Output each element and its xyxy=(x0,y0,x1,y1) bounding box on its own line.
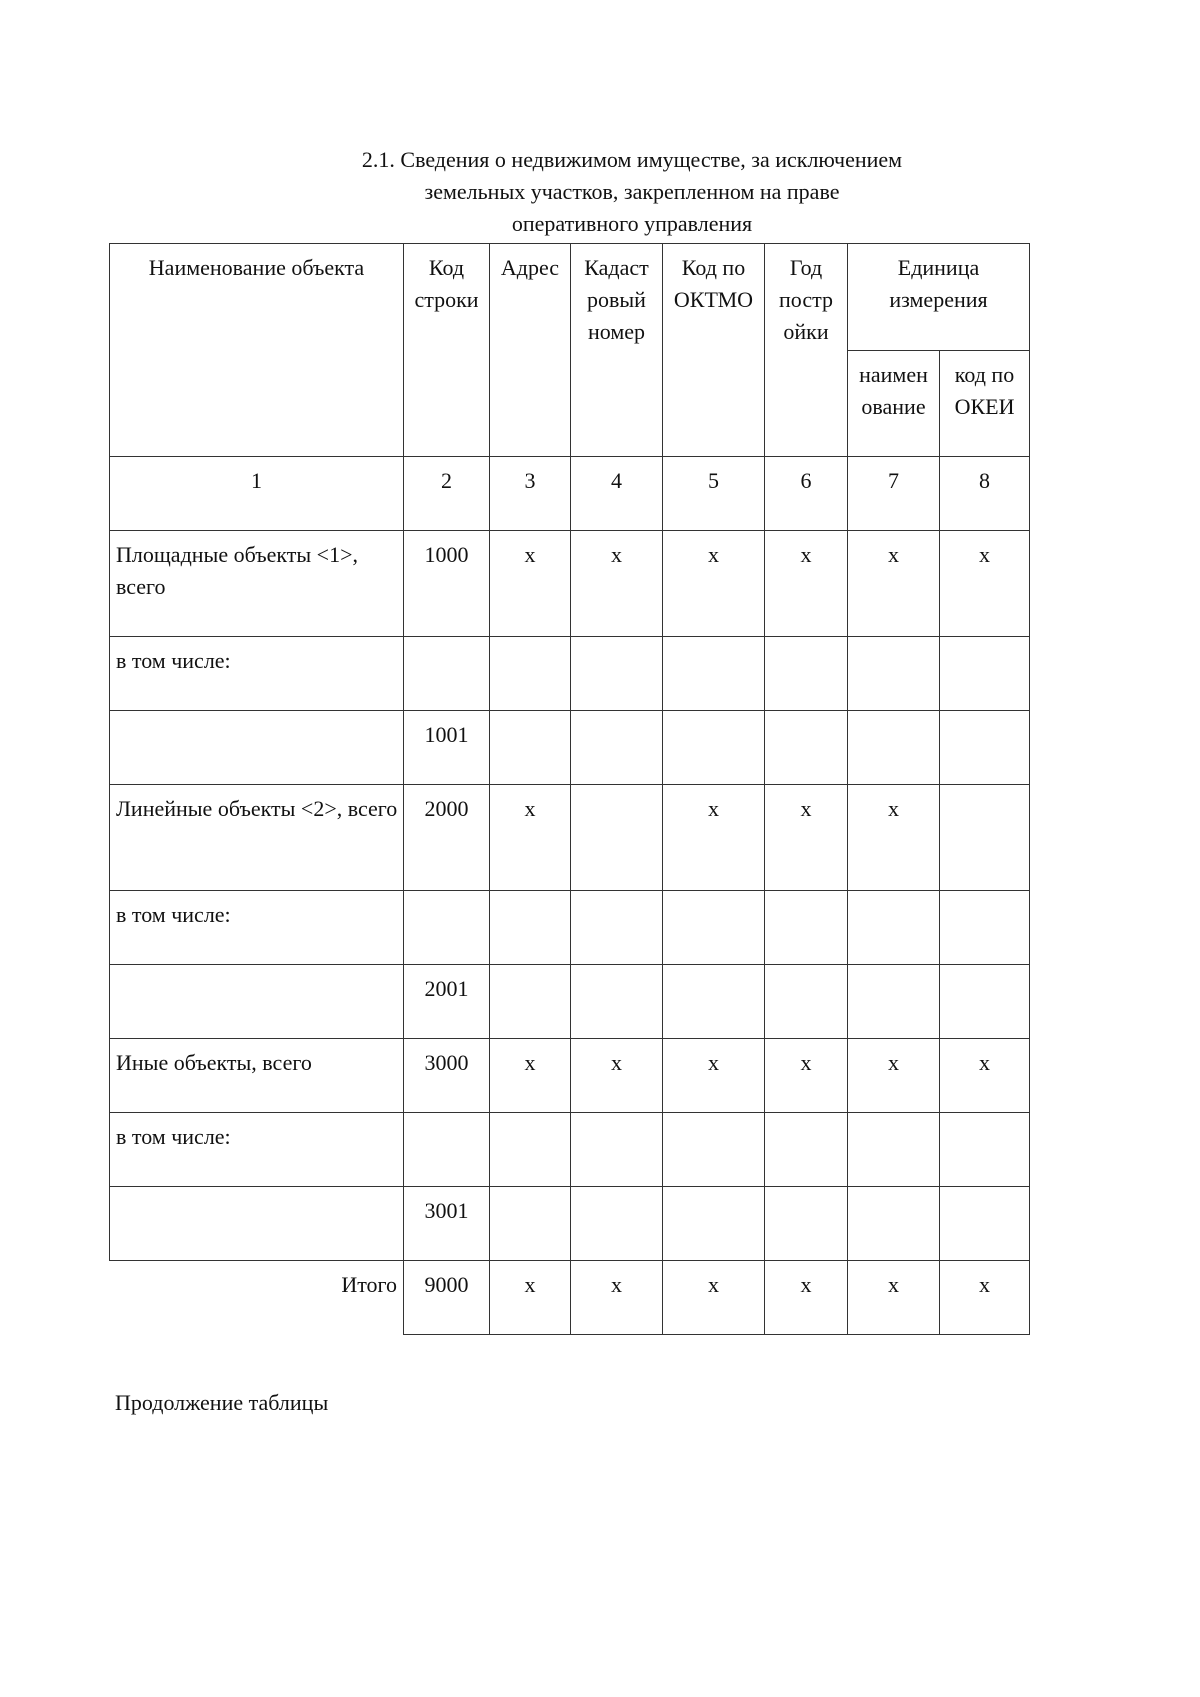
row-cell: x xyxy=(765,785,848,891)
row-cell xyxy=(663,1113,765,1187)
header-oktmo: Код по ОКТМО xyxy=(663,244,765,457)
column-number: 4 xyxy=(571,457,663,531)
row-cell: x xyxy=(571,531,663,637)
table-row xyxy=(110,1039,1030,1113)
row-cell xyxy=(765,637,848,711)
row-name xyxy=(110,1187,404,1261)
table-title xyxy=(300,144,964,240)
row-cell xyxy=(940,711,1030,785)
row-cell xyxy=(571,1187,663,1261)
row-cell xyxy=(571,785,663,891)
row-cell: x xyxy=(663,531,765,637)
row-cell xyxy=(940,891,1030,965)
total-row xyxy=(110,1261,1030,1335)
column-number: 3 xyxy=(490,457,571,531)
title-line-2: земельных участков, закрепленном на праве xyxy=(424,179,840,204)
table-row xyxy=(110,531,1030,637)
row-cell xyxy=(490,965,571,1039)
row-cell xyxy=(848,711,940,785)
row-cell xyxy=(571,711,663,785)
total-label: Итого xyxy=(110,1261,404,1335)
title-line-3: оперативного управления xyxy=(511,211,753,236)
row-cell xyxy=(940,637,1030,711)
header-name: Наименование объекта xyxy=(110,244,404,457)
total-cell: x xyxy=(571,1261,663,1335)
row-cell xyxy=(848,1187,940,1261)
row-cell xyxy=(663,637,765,711)
row-cell xyxy=(490,891,571,965)
title-line-1: 2.1. Сведения о недвижимом имуществе, за исключением xyxy=(361,147,903,172)
total-cell: x xyxy=(765,1261,848,1335)
column-number-row xyxy=(110,457,1030,531)
row-code xyxy=(404,891,490,965)
row-cell xyxy=(490,1187,571,1261)
row-code: 3001 xyxy=(404,1187,490,1261)
row-cell xyxy=(490,637,571,711)
row-name: Иные объекты, всего xyxy=(110,1039,404,1113)
row-cell xyxy=(765,891,848,965)
row-cell: x xyxy=(490,785,571,891)
table-row xyxy=(110,891,1030,965)
row-code xyxy=(404,637,490,711)
row-name xyxy=(110,965,404,1039)
row-code: 2001 xyxy=(404,965,490,1039)
table-row xyxy=(110,1187,1030,1261)
table-row xyxy=(110,965,1030,1039)
total-code: 9000 xyxy=(404,1261,490,1335)
total-cell: x xyxy=(663,1261,765,1335)
row-cell: x xyxy=(940,531,1030,637)
header-row-1 xyxy=(110,244,1030,351)
row-cell: x xyxy=(848,785,940,891)
row-name: в том числе: xyxy=(110,637,404,711)
column-number: 1 xyxy=(110,457,404,531)
row-name: в том числе: xyxy=(110,891,404,965)
row-cell xyxy=(765,1113,848,1187)
row-cell xyxy=(940,965,1030,1039)
header-unit-okei: код по ОКЕИ xyxy=(940,351,1030,457)
header-address: Адрес xyxy=(490,244,571,457)
header-unit: Единица измерения xyxy=(848,244,1030,351)
table-row xyxy=(110,637,1030,711)
row-cell: x xyxy=(663,785,765,891)
row-cell: x xyxy=(848,531,940,637)
property-table xyxy=(109,243,1030,1335)
header-cadastral: Кадаст ровый номер xyxy=(571,244,663,457)
column-number: 5 xyxy=(663,457,765,531)
row-cell: x xyxy=(765,531,848,637)
row-cell xyxy=(940,1113,1030,1187)
row-cell xyxy=(663,1187,765,1261)
header-code: Код строки xyxy=(404,244,490,457)
row-cell xyxy=(571,965,663,1039)
row-cell: x xyxy=(848,1039,940,1113)
row-name: в том числе: xyxy=(110,1113,404,1187)
column-number: 2 xyxy=(404,457,490,531)
row-code: 3000 xyxy=(404,1039,490,1113)
row-name: Линейные объекты <2>, всего xyxy=(110,785,404,891)
row-cell xyxy=(663,965,765,1039)
row-cell: x xyxy=(490,1039,571,1113)
total-cell: x xyxy=(848,1261,940,1335)
row-cell xyxy=(571,1113,663,1187)
table-row xyxy=(110,785,1030,891)
row-code xyxy=(404,1113,490,1187)
column-number: 8 xyxy=(940,457,1030,531)
row-cell: x xyxy=(765,1039,848,1113)
row-code: 1000 xyxy=(404,531,490,637)
row-cell: x xyxy=(490,531,571,637)
row-cell xyxy=(765,1187,848,1261)
row-name: Площадные объекты <1>, всего xyxy=(110,531,404,637)
header-year: Год постр ойки xyxy=(765,244,848,457)
row-code: 2000 xyxy=(404,785,490,891)
row-cell xyxy=(940,1187,1030,1261)
row-cell xyxy=(765,965,848,1039)
row-cell xyxy=(571,891,663,965)
continuation-label: Продолжение таблицы xyxy=(115,1390,329,1415)
row-cell xyxy=(663,711,765,785)
row-cell: x xyxy=(940,1039,1030,1113)
row-cell xyxy=(765,711,848,785)
row-cell xyxy=(940,785,1030,891)
total-cell: x xyxy=(940,1261,1030,1335)
row-cell xyxy=(663,891,765,965)
table-row xyxy=(110,711,1030,785)
row-cell xyxy=(490,1113,571,1187)
total-cell: x xyxy=(490,1261,571,1335)
row-cell: x xyxy=(663,1039,765,1113)
row-cell xyxy=(848,891,940,965)
row-cell: x xyxy=(571,1039,663,1113)
row-cell xyxy=(848,1113,940,1187)
header-unit-name: наимен ование xyxy=(848,351,940,457)
column-number: 7 xyxy=(848,457,940,531)
row-code: 1001 xyxy=(404,711,490,785)
row-cell xyxy=(571,637,663,711)
row-cell xyxy=(848,637,940,711)
row-cell xyxy=(848,965,940,1039)
row-name xyxy=(110,711,404,785)
column-number: 6 xyxy=(765,457,848,531)
table-row xyxy=(110,1113,1030,1187)
row-cell xyxy=(490,711,571,785)
